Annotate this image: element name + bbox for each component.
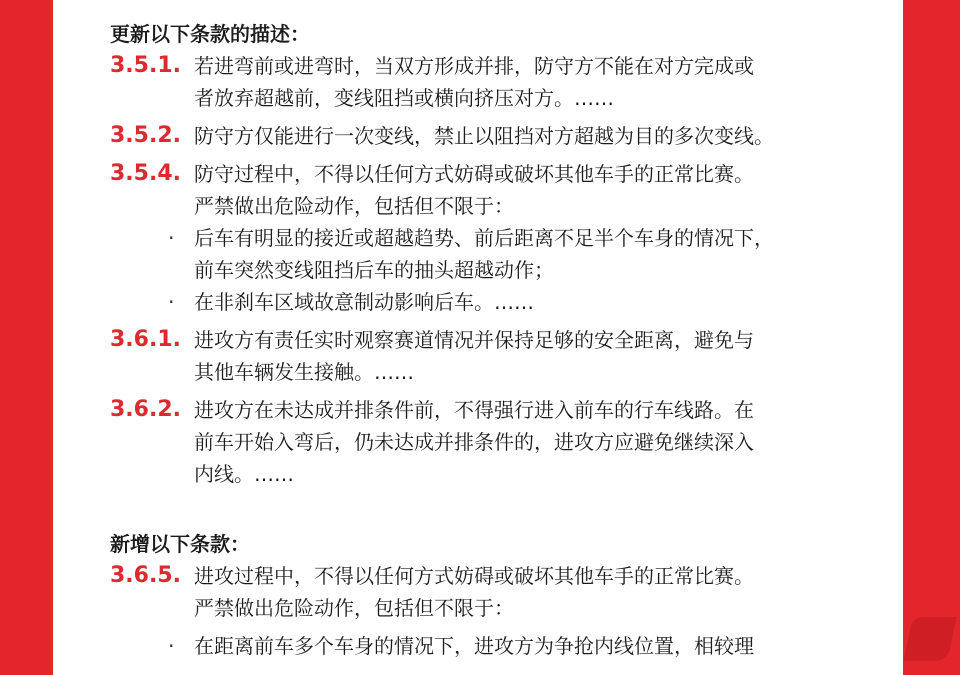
clause-3-6-2 [110,394,870,490]
section-heading-update: 更新以下条款的描述： [110,22,310,46]
clause-3-5-4 [110,158,870,222]
clause-line: 者放弃超越前，变线阻挡或横向挤压对方。…… [194,86,614,110]
clause-line: 前车开始入弯后，仍未达成并排条件的，进攻方应避免继续深入 [194,430,754,454]
bullet-item [110,286,870,318]
document-content [110,18,870,662]
bullet-item [110,630,870,662]
bullet-dot: · [168,634,175,658]
bullet-item [110,222,870,286]
clause-line: 若进弯前或进弯时，当双方形成并排，防守方不能在对方完成或 [194,54,754,78]
clause-number: 3.6.5. [110,563,181,588]
bullet-line: 在非刹车区域故意制动影响后车。…… [194,290,534,314]
clause-3-6-5 [110,560,870,624]
clause-3-6-1 [110,324,870,388]
bullet-line: 前车突然变线阻挡后车的抽头超越动作； [194,258,554,282]
document-panel [53,0,903,675]
clause-line: 进攻方在未达成并排条件前，不得强行进入前车的行车线路。在 [194,398,754,422]
clause-number: 3.5.4. [110,161,181,186]
clause-number: 3.6.2. [110,397,181,422]
clause-line: 严禁做出危险动作，包括但不限于： [194,194,514,218]
clause-line: 内线。…… [194,462,294,486]
corner-decoration [903,617,956,661]
clause-line: 进攻方有责任实时观察赛道情况并保持足够的安全距离，避免与 [194,328,754,352]
clause-line: 防守方仅能进行一次变线，禁止以阻挡对方超越为目的多次变线。 [194,124,774,148]
clause-3-5-1 [110,50,870,114]
clause-line: 防守过程中，不得以任何方式妨碍或破坏其他车手的正常比赛。 [194,162,754,186]
clause-number: 3.5.2. [110,123,181,148]
clause-3-5-2 [110,120,870,152]
bullet-dot: · [168,290,175,314]
clause-line: 其他车辆发生接触。…… [194,360,414,384]
section-heading-new: 新增以下条款： [110,532,250,556]
clause-line: 严禁做出危险动作，包括但不限于： [194,596,514,620]
bullet-line: 在距离前车多个车身的情况下，进攻方为争抢内线位置，相较理 [194,634,754,658]
clause-number: 3.5.1. [110,53,181,78]
bullet-line: 后车有明显的接近或超越趋势、前后距离不足半个车身的情况下， [194,226,774,250]
clause-number: 3.6.1. [110,327,181,352]
clause-line: 进攻过程中，不得以任何方式妨碍或破坏其他车手的正常比赛。 [194,564,754,588]
bullet-dot: · [168,226,175,250]
